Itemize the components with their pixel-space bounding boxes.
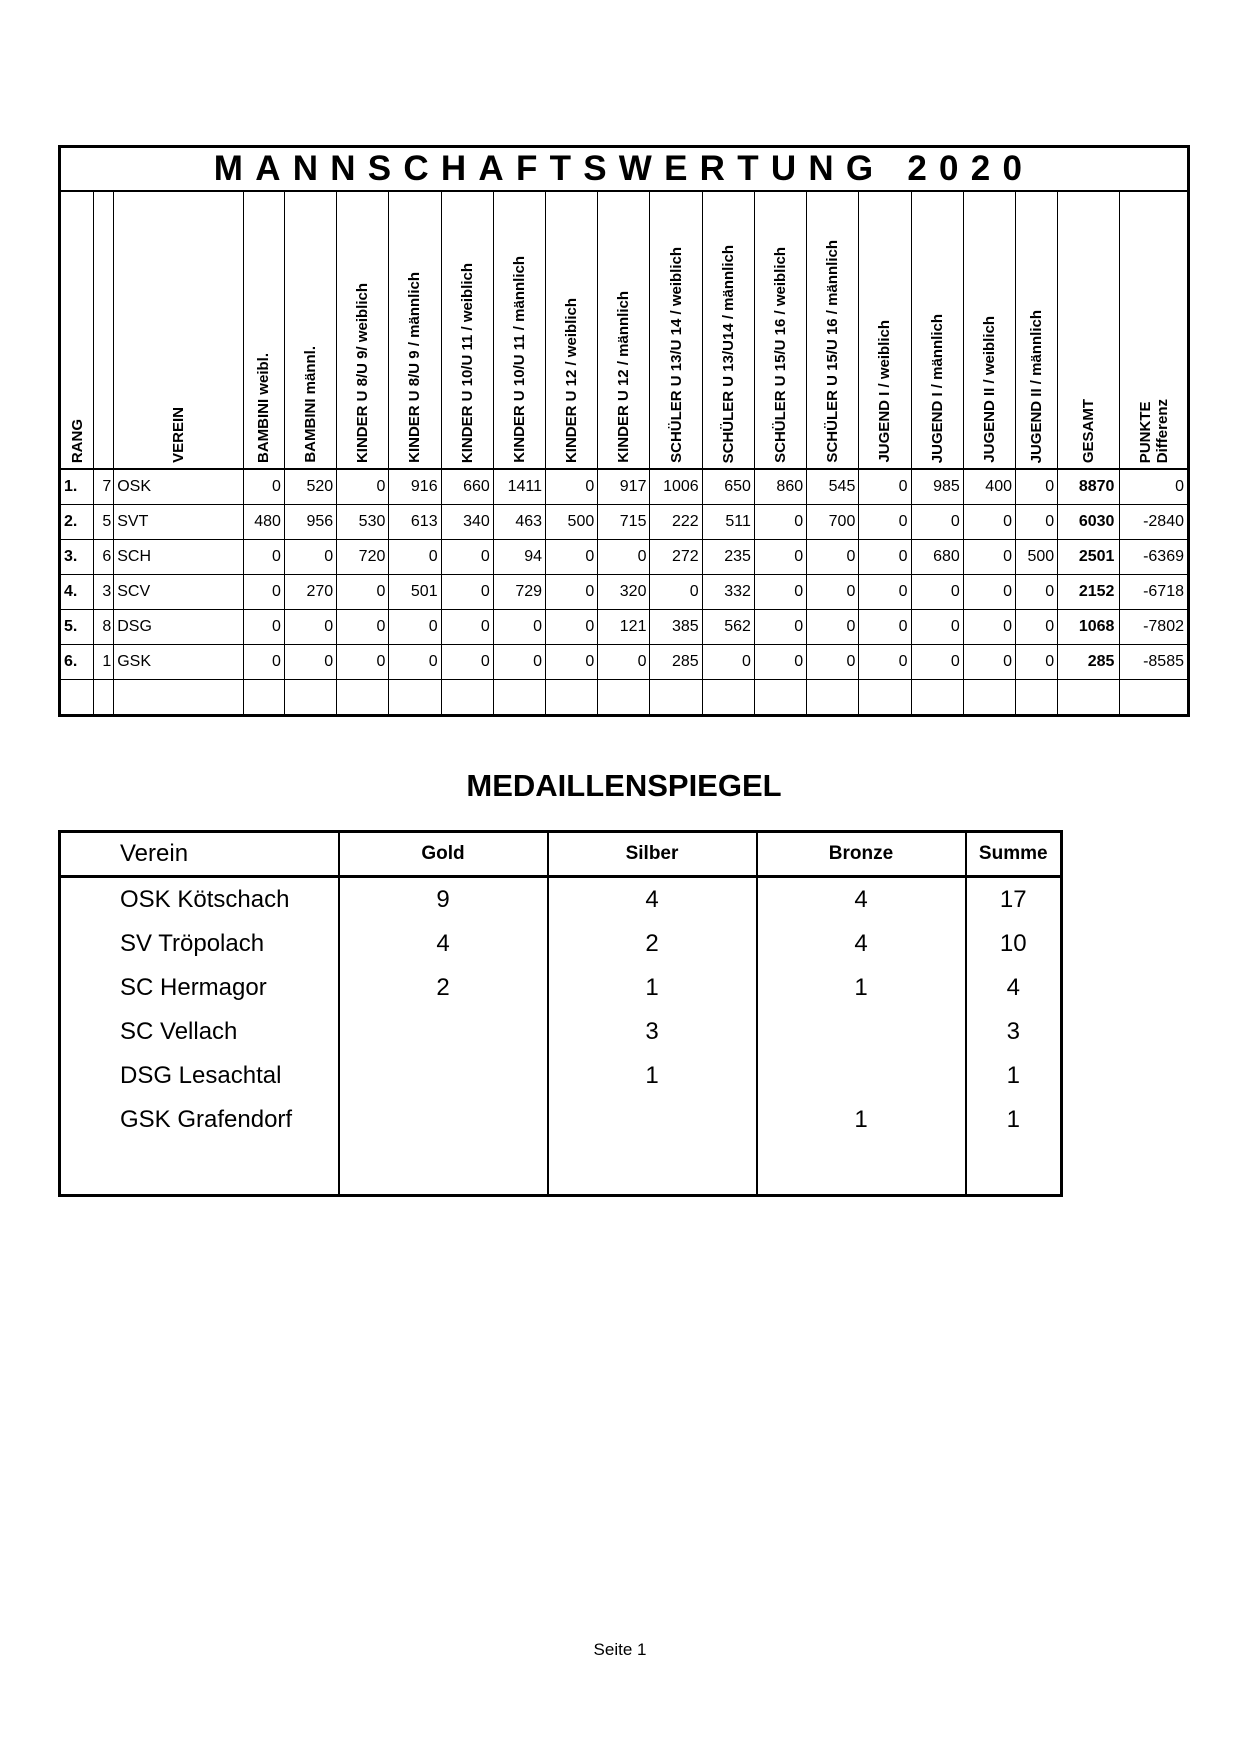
score-cell: 0 [807,645,859,680]
silber-cell: 4 [548,877,757,923]
table-row [60,469,1189,505]
score-cell: 916 [389,469,441,505]
empty-cell [598,680,650,716]
col-header-category [650,191,702,469]
difference-cell: -7802 [1120,610,1189,645]
score-cell: 520 [284,469,336,505]
empty-cell [859,680,911,716]
empty-cell [94,680,114,716]
total-cell: 2152 [1058,575,1120,610]
col-header-punkte-label [1137,397,1171,463]
col-header-category [598,191,650,469]
score-cell: 400 [963,469,1015,505]
col-header-category-label: JUGEND I / weiblich [876,320,894,463]
table-row [60,540,1189,575]
silber-cell: 1 [548,1054,757,1098]
bronze-cell: 1 [757,966,966,1010]
score-cell: 0 [337,575,389,610]
rank-cell: 1. [60,469,94,505]
medal-header-gold: Gold [339,832,548,877]
score-cell: 0 [754,505,806,540]
summe-cell: 17 [966,877,1062,923]
score-cell: 94 [493,540,545,575]
col-header-category-label: KINDER U 10/U 11 / weiblich [458,262,476,463]
empty-cell [548,1142,757,1196]
difference-cell: -6718 [1120,575,1189,610]
club-cell: OSK [114,469,244,505]
col-header-category-label: SCHÜLER U 13/U14 / männlich [719,244,737,463]
score-cell: 500 [546,505,598,540]
score-cell: 985 [911,469,963,505]
medal-club-cell: SV Tröpolach [60,922,339,966]
score-cell: 385 [650,610,702,645]
score-cell: 0 [1016,469,1058,505]
punkte-line2: Differenz [1153,398,1171,463]
score-cell: 0 [754,540,806,575]
club-number-cell: 7 [94,469,114,505]
difference-cell: -6369 [1120,540,1189,575]
score-cell: 0 [493,610,545,645]
medal-club-cell: DSG Lesachtal [60,1054,339,1098]
gold-cell [339,1098,548,1142]
score-cell: 0 [337,645,389,680]
medal-club-cell: SC Vellach [60,1010,339,1054]
club-number-cell: 3 [94,575,114,610]
score-cell: 0 [243,645,284,680]
rank-cell: 2. [60,505,94,540]
col-header-rang-label: RANG [68,418,86,463]
summe-cell: 1 [966,1054,1062,1098]
empty-cell [493,680,545,716]
empty-cell [807,680,859,716]
score-cell: 0 [963,540,1015,575]
rank-cell: 6. [60,645,94,680]
medal-header-verein: Verein [60,832,339,877]
score-cell: 660 [441,469,493,505]
score-cell: 0 [754,575,806,610]
gold-cell: 9 [339,877,548,923]
score-cell: 1006 [650,469,702,505]
empty-cell [337,680,389,716]
difference-cell: -8585 [1120,645,1189,680]
score-cell: 0 [807,575,859,610]
score-cell: 0 [963,505,1015,540]
col-header-gesamt-label: GESAMT [1080,398,1098,463]
silber-cell: 1 [548,966,757,1010]
score-cell: 0 [911,610,963,645]
empty-cell [702,680,754,716]
silber-cell: 3 [548,1010,757,1054]
empty-cell [1058,680,1120,716]
col-header-rang [60,191,94,469]
medal-header-silber: Silber [548,832,757,877]
team-ranking-title: MANNSCHAFTSWERTUNG 2020 [60,147,1189,192]
score-cell: 0 [389,645,441,680]
score-cell: 0 [441,610,493,645]
medal-row [60,877,1062,923]
table-row [60,505,1189,540]
score-cell: 0 [546,540,598,575]
score-cell: 332 [702,575,754,610]
rank-cell: 3. [60,540,94,575]
medal-row [60,1142,1062,1196]
score-cell: 500 [1016,540,1058,575]
score-cell: 235 [702,540,754,575]
col-header-category [807,191,859,469]
club-number-cell: 1 [94,645,114,680]
col-header-verein-label: VEREIN [169,407,187,463]
col-header-category [441,191,493,469]
score-cell: 545 [807,469,859,505]
table-row [60,645,1189,680]
score-cell: 0 [1016,575,1058,610]
page-number: Seite 1 [593,1640,647,1659]
col-header-category [1016,191,1058,469]
medal-row [60,1054,1062,1098]
bronze-cell: 4 [757,922,966,966]
total-cell: 8870 [1058,469,1120,505]
empty-cell [243,680,284,716]
col-header-category [493,191,545,469]
col-header-category-label: KINDER U 10/U 11 / männlich [510,256,528,463]
score-cell: 0 [859,505,911,540]
silber-cell: 2 [548,922,757,966]
punkte-line1: PUNKTE [1136,401,1154,463]
score-cell: 463 [493,505,545,540]
score-cell: 121 [598,610,650,645]
score-cell: 0 [441,645,493,680]
score-cell: 0 [389,610,441,645]
difference-cell: -2840 [1120,505,1189,540]
score-cell: 270 [284,575,336,610]
empty-cell [60,680,94,716]
club-number-cell: 5 [94,505,114,540]
score-cell: 1411 [493,469,545,505]
score-cell: 0 [337,610,389,645]
score-cell: 480 [243,505,284,540]
rank-cell: 4. [60,575,94,610]
score-cell: 0 [598,645,650,680]
col-header-nr [94,191,114,469]
score-cell: 530 [337,505,389,540]
empty-cell [339,1142,548,1196]
score-cell: 0 [859,469,911,505]
medal-table-title: MEDAILLENSPIEGEL [466,768,782,803]
score-cell: 0 [546,645,598,680]
score-cell: 715 [598,505,650,540]
score-cell: 0 [546,610,598,645]
gold-cell [339,1010,548,1054]
score-cell: 0 [284,645,336,680]
col-header-category-label: KINDER U 8/U 9 / männlich [406,272,424,463]
col-header-category [911,191,963,469]
club-number-cell: 8 [94,610,114,645]
total-cell: 6030 [1058,505,1120,540]
score-cell: 0 [754,645,806,680]
score-cell: 700 [807,505,859,540]
col-header-category [859,191,911,469]
difference-cell: 0 [1120,469,1189,505]
empty-cell [754,680,806,716]
empty-cell [650,680,702,716]
club-cell: SVT [114,505,244,540]
summe-cell: 3 [966,1010,1062,1054]
summe-cell: 10 [966,922,1062,966]
col-header-category-label: KINDER U 8/U 9/ weiblich [354,282,372,463]
table-row [60,610,1189,645]
col-header-category-label: BAMBINI männl. [302,346,320,463]
medal-header-bronze: Bronze [757,832,966,877]
score-cell: 956 [284,505,336,540]
col-header-category [243,191,284,469]
score-cell: 0 [963,575,1015,610]
score-cell: 272 [650,540,702,575]
col-header-category [337,191,389,469]
empty-cell [966,1142,1062,1196]
score-cell: 0 [963,610,1015,645]
score-cell: 0 [911,645,963,680]
table-row [60,575,1189,610]
col-header-category-label: KINDER U 12 / weiblich [563,297,581,463]
score-cell: 0 [337,469,389,505]
medal-header-summe: Summe [966,832,1062,877]
score-cell: 0 [441,540,493,575]
gold-cell: 4 [339,922,548,966]
score-cell: 0 [243,610,284,645]
col-header-category [963,191,1015,469]
score-cell: 0 [807,540,859,575]
empty-cell [911,680,963,716]
score-cell: 222 [650,505,702,540]
silber-cell [548,1098,757,1142]
col-header-category [546,191,598,469]
team-ranking-table [58,145,1190,717]
score-cell: 0 [702,645,754,680]
medal-club-cell: GSK Grafendorf [60,1098,339,1142]
total-cell: 2501 [1058,540,1120,575]
score-cell: 917 [598,469,650,505]
gold-cell [339,1054,548,1098]
empty-cell [757,1142,966,1196]
total-cell: 285 [1058,645,1120,680]
medal-row [60,922,1062,966]
total-cell: 1068 [1058,610,1120,645]
empty-cell [1016,680,1058,716]
score-cell: 0 [441,575,493,610]
empty-cell [60,1142,339,1196]
bronze-cell: 4 [757,877,966,923]
score-cell: 562 [702,610,754,645]
empty-cell [389,680,441,716]
rank-cell: 5. [60,610,94,645]
summe-cell: 1 [966,1098,1062,1142]
score-cell: 0 [243,575,284,610]
score-cell: 0 [911,505,963,540]
score-cell: 0 [963,645,1015,680]
empty-cell [284,680,336,716]
score-cell: 0 [859,645,911,680]
score-cell: 511 [702,505,754,540]
score-cell: 0 [598,540,650,575]
col-header-gesamt [1058,191,1120,469]
col-header-category-label: SCHÜLER U 15/U 16 / männlich [824,240,842,463]
col-header-category [702,191,754,469]
score-cell: 860 [754,469,806,505]
col-header-verein [114,191,244,469]
score-cell: 0 [754,610,806,645]
score-cell: 0 [389,540,441,575]
bronze-cell [757,1010,966,1054]
score-cell: 720 [337,540,389,575]
medal-row [60,966,1062,1010]
empty-cell [546,680,598,716]
empty-cell [963,680,1015,716]
gold-cell: 2 [339,966,548,1010]
score-cell: 613 [389,505,441,540]
score-cell: 0 [493,645,545,680]
medal-row [60,1098,1062,1142]
score-cell: 0 [650,575,702,610]
table-row [60,680,1189,716]
score-cell: 0 [1016,610,1058,645]
score-cell: 0 [859,540,911,575]
score-cell: 650 [702,469,754,505]
score-cell: 0 [284,540,336,575]
bronze-cell [757,1054,966,1098]
col-header-category [389,191,441,469]
col-header-punkte [1120,191,1189,469]
score-cell: 680 [911,540,963,575]
club-cell: SCH [114,540,244,575]
col-header-category [284,191,336,469]
score-cell: 320 [598,575,650,610]
empty-cell [441,680,493,716]
empty-cell [1120,680,1189,716]
score-cell: 0 [807,610,859,645]
club-cell: SCV [114,575,244,610]
col-header-category-label: KINDER U 12 / männlich [615,291,633,463]
col-header-category-label: BAMBINI weibl. [255,352,273,463]
score-cell: 0 [243,540,284,575]
col-header-category-label: SCHÜLER U 15/U 16 / weiblich [772,247,790,463]
score-cell: 340 [441,505,493,540]
medal-club-cell: OSK Kötschach [60,877,339,923]
score-cell: 0 [1016,645,1058,680]
club-cell: GSK [114,645,244,680]
col-header-category-label: JUGEND I / männlich [928,313,946,463]
score-cell: 501 [389,575,441,610]
score-cell: 0 [546,469,598,505]
bronze-cell: 1 [757,1098,966,1142]
col-header-category-label: JUGEND II / weiblich [980,316,998,463]
col-header-category-label: SCHÜLER U 13/U 14 / weiblich [667,247,685,463]
score-cell: 0 [859,575,911,610]
score-cell: 0 [859,610,911,645]
score-cell: 0 [1016,505,1058,540]
summe-cell: 4 [966,966,1062,1010]
col-header-category [754,191,806,469]
score-cell: 0 [911,575,963,610]
medal-table [58,830,1063,1197]
medal-row [60,1010,1062,1054]
score-cell: 0 [284,610,336,645]
score-cell: 0 [546,575,598,610]
score-cell: 729 [493,575,545,610]
club-number-cell: 6 [94,540,114,575]
medal-club-cell: SC Hermagor [60,966,339,1010]
empty-cell [114,680,244,716]
score-cell: 285 [650,645,702,680]
score-cell: 0 [243,469,284,505]
col-header-category-label: JUGEND II / männlich [1028,309,1046,463]
club-cell: DSG [114,610,244,645]
